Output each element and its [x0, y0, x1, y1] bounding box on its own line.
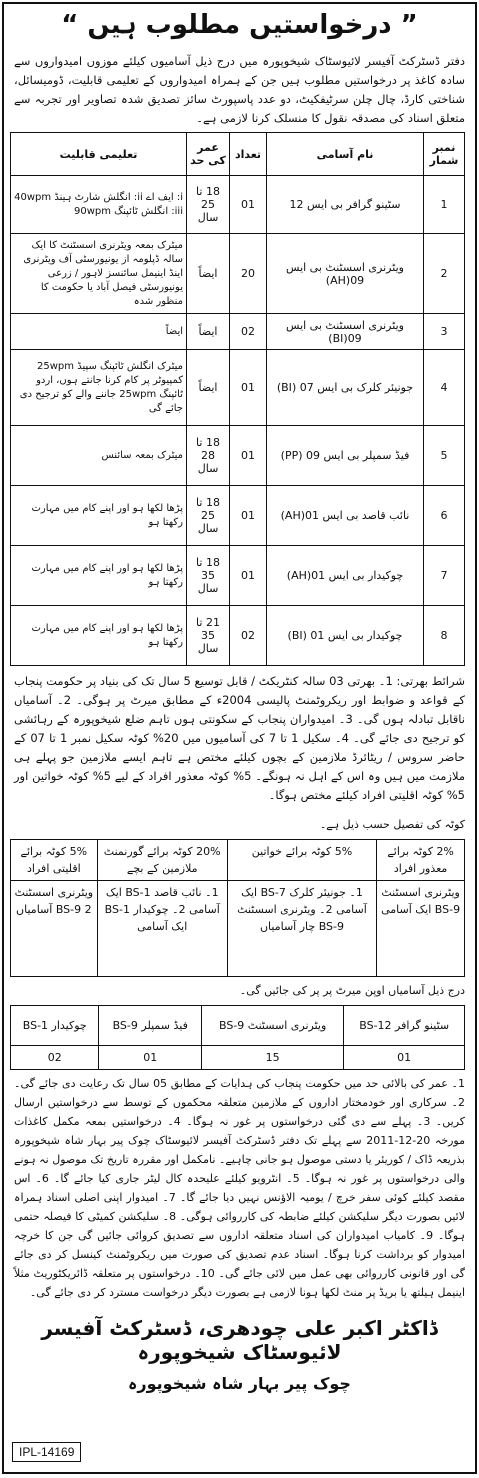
- row-age: 18 تا 25 سال: [187, 486, 230, 546]
- quota-header-women: 5% کوٹہ برائے خواتین: [227, 840, 376, 881]
- row-qualification: i: ایف اے ii: انگلش شارٹ ہینڈ 40wpm iii: انگلش ٹائپنگ 90wpm: [11, 176, 187, 234]
- open-merit-count: 01: [344, 1046, 465, 1070]
- row-serial: 6: [424, 486, 465, 546]
- row-qualification: پڑھا لکھا ہو اور اپنے کام میں مہارت رکھتا ہو: [11, 606, 187, 666]
- table-row: [11, 176, 465, 234]
- posts-table: [10, 132, 465, 666]
- row-serial: 8: [424, 606, 465, 666]
- office-address: چوک پیر بہار شاہ شیخوپورہ: [128, 1374, 351, 1393]
- row-post-name: ویٹرنری اسسٹنٹ بی ایس 09(AH): [267, 234, 424, 314]
- quota-header-row: [11, 840, 465, 881]
- table-row: [11, 486, 465, 546]
- quota-values-row: [11, 881, 465, 977]
- row-age: ایضاً: [187, 350, 230, 426]
- header-age-limit: عمر کی حد: [187, 133, 230, 176]
- row-count: 02: [230, 606, 267, 666]
- quota-cell-minorities: ویٹرنری اسسٹنٹ BS-9 2 آسامیاں: [11, 881, 98, 977]
- intro-paragraph: دفتر ڈسٹرکٹ آفیسر لائیوسٹاک شیخوپورہ میں درج ذیل آسامیوں کیلئے موزوں امیدواروں سے سادہ کاغذ پر درخواستیں مطلوب ہیں جن کے ہمراہ امیدواروں کے تعلیمی قابلیت، ڈومیسائل، شناختی کارڈ، چال چلن سرٹیفکیٹ، دو عدد پاسپورٹ سائز تصدیق شدہ تصاویر اور تجربہ سے متعلق اسناد کی مصدقہ نقول کا منسلک کرنا لازمی ہے۔: [14, 54, 465, 125]
- row-serial: 5: [424, 426, 465, 486]
- row-qualification: ایضاً: [11, 314, 187, 350]
- row-serial: 3: [424, 314, 465, 350]
- row-count: 01: [230, 350, 267, 426]
- row-age: ایضاً: [187, 314, 230, 350]
- table-row: [11, 606, 465, 666]
- row-serial: 2: [424, 234, 465, 314]
- page-title: ” درخواستیں مطلوب ہیں “: [61, 10, 418, 40]
- table-row: [11, 426, 465, 486]
- row-qualification: میٹرک انگلش ٹائپنگ سپیڈ 25wpm کمپیوٹر پر کام کرنا جانتے ہوں، اردو ٹائپنگ 25wpm جاننے والے کو ترجیح دی جائے گی: [11, 350, 187, 426]
- open-merit-counts-row: [11, 1046, 465, 1070]
- row-post-name: چوکیدار بی ایس 01 (BI): [267, 606, 424, 666]
- advertisement: [2, 2, 477, 1474]
- quota-intro: کوٹہ کی تفصیل حسب ذیل ہے۔: [319, 818, 465, 831]
- header-post-name: نام آسامی: [267, 133, 424, 176]
- header-qualification: تعلیمی قابلیت: [11, 133, 187, 176]
- row-count: 01: [230, 176, 267, 234]
- quota-header-minorities: 5% کوٹہ برائے اقلیتی افراد: [11, 840, 98, 881]
- row-qualification: میٹرک بمعہ ویٹرنری اسسٹنٹ کا ایک سالہ ڈپلومہ از یونیورسٹی آف ویٹرنری اینڈ اینیمل سائنسز لاہور / زرعی یونیورسٹی فیصل آباد یا حکومت کا منظور شدہ: [11, 234, 187, 314]
- row-post-name: جونیئر کلرک بی ایس 07 (BI): [267, 350, 424, 426]
- row-qualification: میٹرک بمعہ سائنس: [11, 426, 187, 486]
- row-post-name: سٹینو گرافر بی ایس 12: [267, 176, 424, 234]
- row-age: 21 تا 35 سال: [187, 606, 230, 666]
- row-age: 18 تا 28 سال: [187, 426, 230, 486]
- row-serial: 7: [424, 546, 465, 606]
- open-merit-count: 02: [11, 1046, 99, 1070]
- open-merit-intro: درج ذیل آسامیاں اوپن میرٹ پر پر کی جائیں گی۔: [239, 984, 465, 997]
- table-row: [11, 546, 465, 606]
- quota-cell-women: 1۔ جونیئر کلرک BS-7 ایک آسامی 2۔ ویٹرنری اسسٹنٹ BS-9 چار آسامیاں: [227, 881, 376, 977]
- quota-table: [10, 839, 465, 977]
- row-qualification: پڑھا لکھا ہو اور اپنے کام میں مہارت رکھتا ہو: [11, 486, 187, 546]
- open-merit-post: چوکیدار BS-1: [11, 1006, 99, 1046]
- row-age: 18 تا 25 سال: [187, 176, 230, 234]
- recruitment-conditions: شرائط بھرتی: 1۔ بھرتی 03 سالہ کنٹریکٹ / قابل توسیع 5 سال تک کی بنیاد پر حکومت پنجاب کے قواعد و ضوابط اور ریکروٹمنٹ پالیسی 2004ء کے مطابق میرٹ پر ہوگی۔ 2۔ آسامیاں ناقابل تبادلہ ہوں گی۔ 3۔ امیدواران پنجاب کے سکونتی ہوں تاہم ضلع شیخوپورہ کے رہائشی کو ترجیح دی جائے گی۔ 4۔ سکیل 1 تا 7 کی آسامیوں میں 20% کوٹہ سکیل نمبر 1 تا 07 کے حاضر سروس / ریٹائرڈ ملازمین کے بچوں کیلئے مختص ہے تاہم ایسے ملازمین جو پہلے ہی ملازمت میں ہیں وہ اس کے اہل نہ ہونگے۔ 5% کوٹہ معذور افراد کے لیے 5% کوٹہ خواتین اور 5% کوٹہ اقلیتی افراد کیلئے مختص ہوگا۔: [14, 674, 466, 802]
- row-age: ایضاً: [187, 234, 230, 314]
- open-merit-count: 15: [201, 1046, 343, 1070]
- row-qualification: پڑھا لکھا ہو اور اپنے کام میں مہارت رکھتا ہو: [11, 546, 187, 606]
- quota-header-disabled: 2% کوٹہ برائے معذور افراد: [377, 840, 465, 881]
- quota-header-employees-children: 20% کوٹہ برائے گورنمنٹ ملازمین کے بچے: [97, 840, 227, 881]
- open-merit-table: [10, 1005, 465, 1070]
- open-merit-post: سٹینو گرافر BS-12: [344, 1006, 465, 1046]
- row-post-name: چوکیدار بی ایس 01(AH): [267, 546, 424, 606]
- quota-cell-employees-children: 1۔ نائب قاصد BS-1 ایک آسامی 2۔ چوکیدار BS-1 ایک آسامی: [97, 881, 227, 977]
- table-row: [11, 314, 465, 350]
- row-post-name: فیڈ سمپلر بی ایس 09 (PP): [267, 426, 424, 486]
- posts-table-header: [11, 133, 465, 176]
- quota-cell-disabled: ویٹرنری اسسٹنٹ BS-9 ایک آسامی: [377, 881, 465, 977]
- table-row: [11, 350, 465, 426]
- row-age: 18 تا 35 سال: [187, 546, 230, 606]
- row-serial: 4: [424, 350, 465, 426]
- open-merit-posts-row: [11, 1006, 465, 1046]
- open-merit-post: فیڈ سمپلر BS-9: [99, 1006, 201, 1046]
- open-merit-count: 01: [99, 1046, 201, 1070]
- header-serial: نمبر شمار: [424, 133, 465, 176]
- row-serial: 1: [424, 176, 465, 234]
- header-count: تعداد: [230, 133, 267, 176]
- open-merit-post: ویٹرنری اسسٹنٹ BS-9: [201, 1006, 343, 1046]
- ref-code: IPL-14169: [12, 1442, 81, 1462]
- general-instructions: 1۔ عمر کی بالائی حد میں حکومت پنجاب کی ہدایات کے مطابق 05 سال تک رعایت دی جائے گی۔ 2۔ سرکاری اور خودمختار اداروں کے ملازمین متعلقہ محکموں کے توسط سے درخواستیں ارسال کریں۔ 3۔ پہلے سے دی گئی درخواستوں پر غور نہ ہوگا۔ 4۔ درخواستیں بمعہ مکمل کاغذات مورخہ 20-12-2011 سے پہلے تک دفتر ڈسٹرکٹ آفیسر لائیوسٹاک چوک پیر بہار شاہ شیخوپورہ بذریعہ ڈاک / کوریئر یا دستی موصول ہو جانی چاہیے۔ نامکمل اور مقررہ تاریخ تک موصول نہ ہونے والی درخواستوں پر غور نہ ہوگا۔ 5۔ انٹرویو کیلئے علیحدہ کال لیٹر جاری کیا جائے گا۔ 6۔ اس مقصد کیلئے کوئی سفر خرچ / یومیہ الاؤنس نہیں دیا جائے گا۔ 7۔ امیدوار اپنی اصلی اسناد ہمراہ لائیں بصورت دیگر سلیکشن کیلئے ضابطہ کی کارروائی ہوگی۔ 8۔ سلیکشن کمیٹی کا فیصلہ حتمی ہوگا۔ 9۔ کامیاب امیدواران کی اسناد متعلقہ اداروں سے تصدیق کروائی جائیں گی جن کا خرچہ امیدوار کو برداشت کرنا ہوگا۔ اسناد عدم تصدیق کی صورت میں ریکروٹمنٹ کینسل کر دی جائے گی اور قانونی کارروائی بھی عمل میں لائی جائے گی۔ 10۔ درخواستوں پر متعلقہ ڈائریکٹوریٹ مثلاً اینیمل ہیلتھ یا بریڈ پر منٹ لکھا ہونا لازمی ہے بصورت دیگر درخواست مسترد کر دی جائے گی۔: [14, 1077, 466, 1299]
- row-count: 01: [230, 546, 267, 606]
- row-count: 01: [230, 426, 267, 486]
- row-post-name: ویٹرنری اسسٹنٹ بی ایس 09(BI): [267, 314, 424, 350]
- row-post-name: نائب قاصد بی ایس 01(AH): [267, 486, 424, 546]
- row-count: 01: [230, 486, 267, 546]
- row-count: 20: [230, 234, 267, 314]
- table-row: [11, 234, 465, 314]
- signatory: ڈاکٹر اکبر علی چودھری، ڈسٹرکٹ آفیسر لائیوسٹاک شیخوپورہ: [41, 1316, 438, 1364]
- row-count: 02: [230, 314, 267, 350]
